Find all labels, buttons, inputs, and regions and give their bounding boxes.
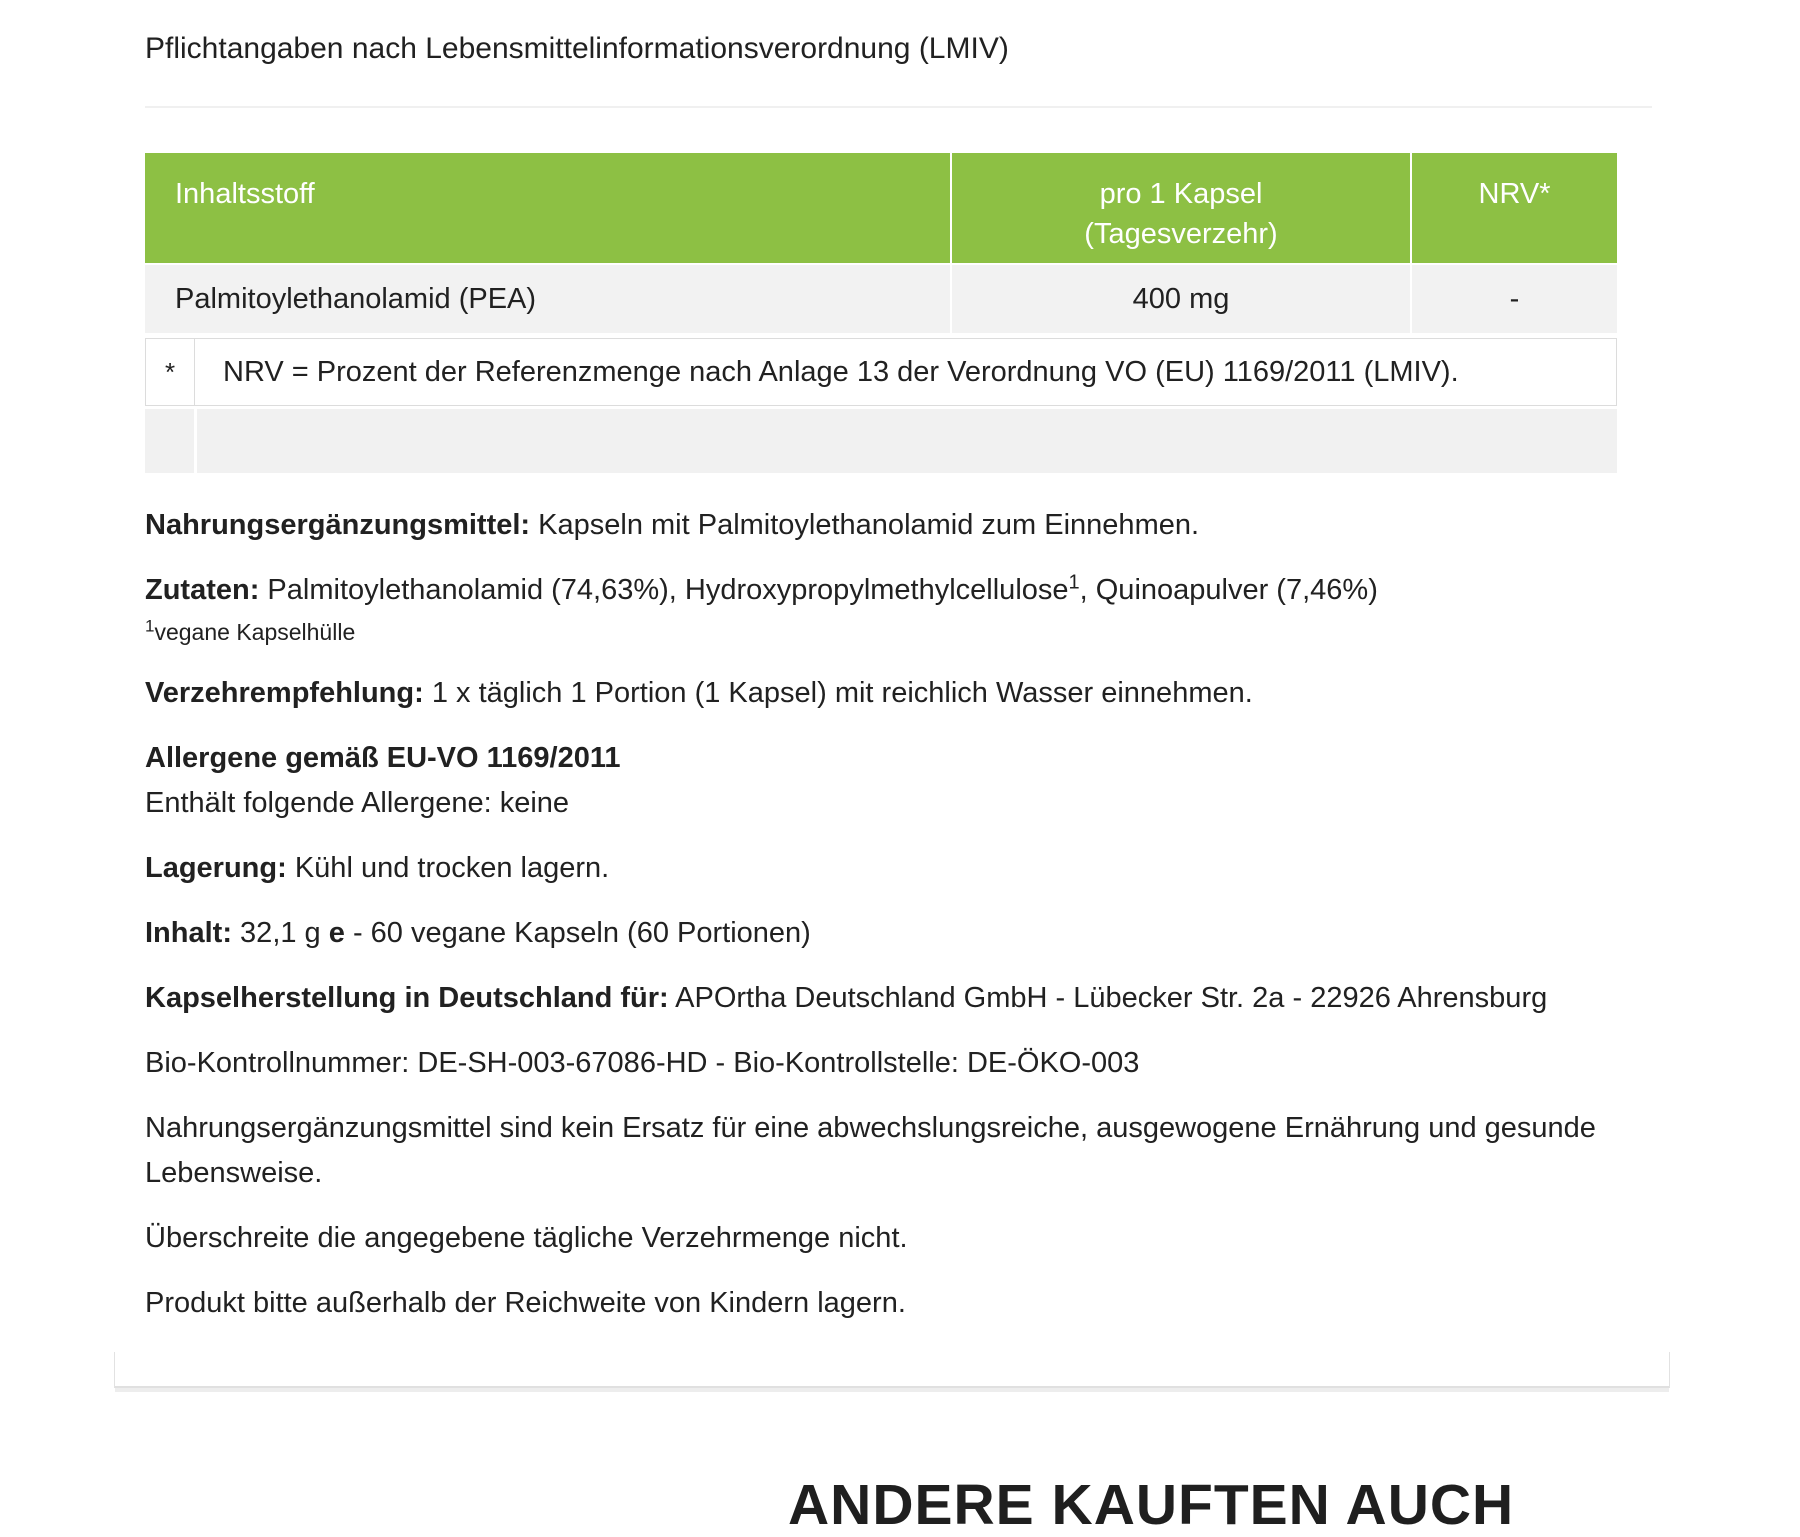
supplement-label: Nahrungsergänzungsmittel: [145,509,531,541]
cell-amount: 400 mg [952,265,1412,333]
disclaimer-daily-dose: Überschreite die angegebene tägliche Verzehrmenge nicht. [145,1222,908,1254]
content-text-2: - 60 vegane Kapseln (60 Portionen) [344,917,811,949]
empty-row-right-cell [197,409,1617,473]
header-per-capsule-line2: (Tagesverzehr) [1084,218,1278,250]
footnote-marker: * [146,339,195,405]
dosage-paragraph [145,671,1655,716]
empty-row-left-cell [145,409,194,473]
manufacturer-paragraph [145,976,1655,1021]
ingredients-text-2: , Quinoapulver (7,46%) [1079,574,1378,606]
ingredients-footnote-ref: 1 [1068,571,1080,594]
next-section-heading-cutoff: ANDERE KAUFTEN AUCH [788,1473,1515,1537]
dosage-text: 1 x täglich 1 Portion (1 Kapsel) mit reichlich Wasser einnehmen. [423,677,1253,709]
table-empty-row [145,409,1617,473]
table-row [145,265,1617,333]
allergens-paragraph [145,736,1655,826]
supplement-paragraph [145,503,1655,548]
nutrition-table [145,153,1617,473]
supplement-text: Kapseln mit Palmitoylethanolamid zum Einnehmen. [530,509,1200,541]
ingredients-label: Zutaten: [145,574,260,606]
header-cell-per-capsule [952,153,1412,263]
disclaimer-children: Produkt bitte außerhalb der Reichweite von Kindern lagern. [145,1287,906,1319]
storage-label: Lagerung: [145,852,287,884]
storage-paragraph [145,846,1655,891]
footnote-text: NRV = Prozent der Referenzmenge nach Anlage 13 der Verordnung VO (EU) 1169/2011 (LMIV). [223,355,1459,388]
bio-control-paragraph: Bio-Kontrollnummer: DE-SH-003-67086-HD - Bio-Kontrollstelle: DE-ÖKO-003 [145,1047,1140,1079]
header-per-capsule-line1: pro 1 Kapsel [1099,178,1263,210]
container-bottom-edge [114,1352,1670,1388]
nutrition-table-header [145,153,1617,263]
manufacturer-text: APOrtha Deutschland GmbH - Lübecker Str. 2a - 22926 Ahrensburg [668,982,1548,1014]
title-divider [145,106,1652,108]
cell-nrv: - [1509,282,1520,315]
allergens-heading: Allergene gemäß EU-VO 1169/2011 [145,742,621,774]
ingredients-paragraph [145,568,1655,651]
capsule-note-text: vegane Kapselhülle [154,619,356,645]
manufacturer-label: Kapselherstellung in Deutschland für: [145,982,669,1014]
content-text-1: 32,1 g [232,917,329,949]
content-paragraph [145,911,1655,956]
table-footnote-row [145,338,1617,406]
content-e-mark: e [328,917,345,949]
header-cell-nrv: NRV* [1478,178,1551,210]
product-details [145,503,1655,1326]
content-label: Inhalt: [145,917,232,949]
cell-ingredient: Palmitoylethanolamid (PEA) [145,265,952,333]
dosage-label: Verzehrempfehlung: [145,677,424,709]
capsule-note [145,613,1655,651]
header-cell-ingredient: Inhaltsstoff [145,153,952,263]
disclaimer-balanced-diet: Nahrungsergänzungsmittel sind kein Ersatz für eine abwechslungsreiche, ausgewogene Ernährung und gesunde Lebensweise. [145,1112,1596,1189]
storage-text: Kühl und trocken lagern. [286,852,610,884]
allergens-text: Enthält folgende Allergene: keine [145,787,570,819]
page-title: Pflichtangaben nach Lebensmittelinformationsverordnung (LMIV) [145,32,1009,65]
capsule-note-ref: 1 [145,616,155,636]
ingredients-text-1: Palmitoylethanolamid (74,63%), Hydroxypropylmethylcellulose [259,574,1069,606]
